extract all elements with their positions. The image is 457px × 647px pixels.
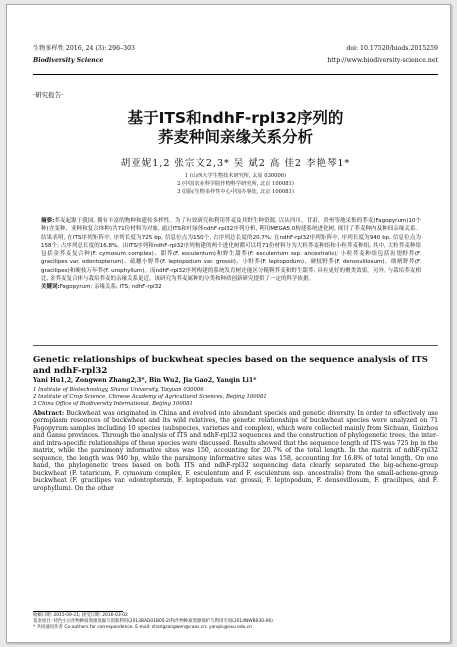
abstract-cn-text: 荞麦起源于我国, 拥有丰富的物种和遗传多样性。为了有效研究和利用荞麦及其野生种资源, 以从四川、甘肃、贵州等地采集的荞麦(Fagopyrum)10个种(含变种、亚种和复合体种)共71份材料为对象, 通过ITS和叶绿体ndhF-rpl32序列分析, 利用MEGA5.0构建系统进化树, 探讨了荞麦种内及种间亲缘关系。结果表明, 在ITS序列矩阵中, 序列长度为725 bp, 信息位点为150个, 占序列总长度的20.7%; 在ndhF-rpl32序列矩阵中, 序列长度为940 bp, 信息位点为158个, 占序列总长度的16.8%。由ITS序列和ndhF-rpl32序列构建的两个进化树都可以将71份材料分为大粒荞麦种组和小粒荞麦种组, 其中, 大粒荞麦种组包括金荞麦复合种(F. cymosum complex)、甜荞(F. esculentum)和野生甜荞(F. esculentum ssp. ancestralis); 小粒荞麦种组包括齿翅野荞(F. gracilipes var. odontopterum)、疏穗小野荞(F. leptopodum var. grossii)、小野荞(F. leptopodum)、硬枝野荞(F. densovillosum)、细柄野荞(F. gracilipes)和硬枝万年荞(F. urophyllum)。而ndhF-rpl32序列构建的系统发育树还能区分鞑靼荞麦和野生甜荞, 具有更好的聚类效果。另外, 与栽培荞麦相比, 金荞麦复合体与栽培荞麦的亲缘关系更近。该研究为荞麦属种的分类和种质创新研究提供了一定的科学依据。: [41, 218, 421, 283]
footnote-rule: [33, 611, 123, 612]
affiliation-cn-1: 1 (山西大学生物技术研究所, 太原 030006): [184, 173, 287, 179]
journal-url[interactable]: http://www.biodiversity-science.net: [327, 57, 438, 64]
section-divider: [33, 345, 438, 346]
abstract-en-label: Abstract:: [33, 410, 65, 417]
footnote-correspondence: * 共同通讯作者 Co-authors for correspondence. E-mail: zhangzongwen@caas.cn; yanqin@sxu.edu.cn: [33, 625, 253, 631]
affiliations-en: [33, 387, 267, 408]
abstract-en-text: Buckwheat was originated in China and evolved into abundant species and genetic diversity. In order to effectively use germplasm resources of buckwheat and its wild relatives, the genetic relationships of buckwheat species were analyzed on 71 Fagopyrum samples including 10 species (subspecies, varieties and complex), which were collected mainly from Sichuan, Guizhou and Gansu provinces. Through the analysis of ITS and ndhF-rpl32 sequences and the construction of phylogenetic trees, the inter- and intra-specific relationships of these species were discussed. Results showed that the sequence length of ITS was 725 bp in the matrix, while the parsimony informative sites was 150, accounting for 20.7% of the total length. In the matrix of ndhF-rpl32 sequence, the length was 940 bp, while the parsimony informative sites was 158, accounting for 16.8% of total length. On one hand, the phylogenetic trees based on both ITS and ndhF-rpl32 sequencing data clearly separated the big-achene-group buckwheat (F. tataricum, F. cymosum complex, F. esculentum and F. esculentum ssp. ancestralis) from the small-achene-group buckwheat (F. gracilipes var. odontopterum, F. leptopodum var. grossii, F. leptopodum, F. densovillosum, F. gracilipes, and F. urophyllum). On the other: [33, 410, 438, 492]
journal-header-cn: 生物多样性 2016, 24 (3): 296–303: [33, 45, 135, 52]
affiliation-en-1: 1 Institute of Biotechnology, Shanxi University, Taiyuan 030006: [33, 387, 204, 393]
abstract-cn-label: 摘要:: [41, 218, 55, 224]
footnote-received: 收稿日期: 2015-09-21; 接受日期: 2016-03-02: [33, 613, 128, 618]
authors-cn: 胡亚妮1,2 张宗文2,3* 吴 斌2 高 佳2 李艳琴1*: [120, 158, 351, 169]
section-tag: ·研究报告·: [33, 91, 64, 99]
affiliations-cn: [33, 173, 438, 196]
title-cn-line2: 荞麦种间亲缘关系分析: [157, 128, 313, 146]
journal-header-en: Biodiversity Science: [33, 57, 104, 64]
abstract-en: [33, 410, 438, 492]
affiliation-cn-3: 3 (国际生物多样性中心中国办事处, 北京 100081): [177, 188, 294, 195]
affiliation-en-3: 3 China Office of Biodiversity International, Beijing 100081: [33, 400, 193, 407]
doi: doi: 10.17520/biods.2015259: [346, 45, 438, 52]
keywords-cn: Fagopyrum; 亲缘关系; ITS; ndhF-rpl32: [59, 284, 162, 291]
keywords-cn-label: 关键词:: [41, 284, 60, 291]
header-rule: [33, 74, 438, 75]
title-cn-line1: 基于ITS和ndhF-rpl32序列的: [127, 109, 344, 127]
affiliation-cn-2: 2 (中国农业科学院作物科学研究所, 北京 100081): [177, 180, 294, 187]
title-cn: [33, 109, 438, 147]
abstract-cn: [41, 217, 421, 292]
document-page: [6, 4, 451, 643]
footnotes: [33, 613, 273, 632]
footnote-funding: 基金项目: 特色小宗作物种质资源发掘与创新利用(2013BAD01B05-2)和作物种质资源保护与利用专项(2014NWB030-06): [33, 619, 273, 625]
authors-en: Yani Hu1,2, Zongwen Zhang2,3*, Bin Wu2, Jia Gao2, Yanqin Li1*: [33, 377, 257, 384]
title-en: Genetic relationships of buckwheat species based on the sequence analysis of ITS and ndhF-rpl32: [33, 355, 428, 376]
affiliation-en-2: 2 Institute of Crop Science, Chinese Academy of Agricultural Sciences, Beijing 100081: [33, 393, 267, 400]
